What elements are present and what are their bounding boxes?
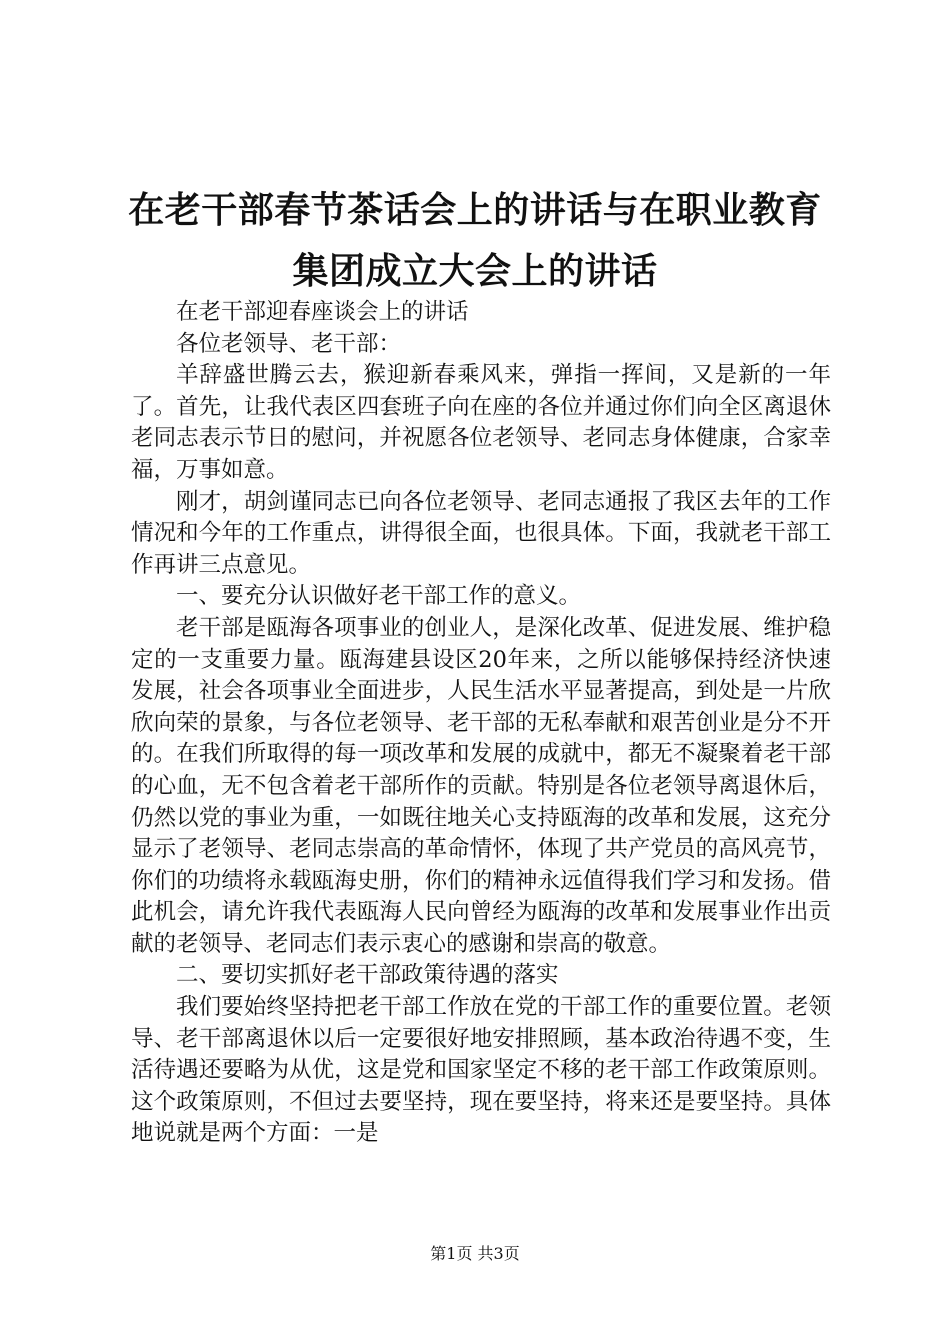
paragraph: 我们要始终坚持把老干部工作放在党的干部工作的重要位置。老领导、老干部离退休以后一定要很好地安排照顾，基本政治待遇不变，生活待遇还要略为从优，这是党和国家坚定不移的老干部工作政策原则。这个政策原则，不但过去要坚持，现在要坚持，将来还是要坚持。具体地说就是两个方面：一是 xyxy=(131,994,831,1147)
paragraph: 刚才，胡剑谨同志已向各位老领导、老同志通报了我区去年的工作情况和今年的工作重点，讲得很全面，也很具体。下面，我就老干部工作再讲三点意见。 xyxy=(131,488,831,578)
section-heading-2: 二、要切实抓好老干部政策待遇的落实 xyxy=(176,962,559,989)
paragraph-subtitle: 在老干部迎春座谈会上的讲话 xyxy=(176,299,469,325)
section-heading-1: 一、要充分认识做好老干部工作的意义。 xyxy=(176,583,582,610)
paragraph-salutation: 各位老领导、老干部： xyxy=(176,330,402,357)
document-title: 在老干部春节茶话会上的讲话与在职业教育集团成立大会上的讲话 xyxy=(128,190,822,292)
document-body xyxy=(131,297,831,1150)
paragraph: 羊辞盛世腾云去，猴迎新春乘风来，弹指一挥间，又是新的一年了。首先，让我代表区四套班子向在座的各位并通过你们向全区离退休老同志表示节日的慰问，并祝愿各位老领导、老同志身体健康，合家幸福，万事如意。 xyxy=(131,362,831,483)
page-footer: 第1页 共3页 xyxy=(430,1244,520,1263)
paragraph: 老干部是瓯海各项事业的创业人，是深化改革、促进发展、维护稳定的一支重要力量。瓯海建县设区20年来，之所以能够保持经济快速发展，社会各项事业全面进步，人民生活水平显著提高，到处是一片欣欣向荣的景象，与各位老领导、老干部的无私奉献和艰苦创业是分不开的。在我们所取得的每一项改革和发展的成就中，都无不凝聚着老干部的心血，无不包含着老干部所作的贡献。特别是各位老领导离退休后，仍然以党的事业为重，一如既往地关心支持瓯海的改革和发展，这充分显示了老领导、老同志崇高的革命情怀，体现了共产党员的高风亮节，你们的功绩将永载瓯海史册，你们的精神永远值得我们学习和发扬。借此机会，请允许我代表瓯海人民向曾经为瓯海的改革和发展事业作出贡献的老领导、老同志们表示衷心的感谢和崇高的敬意。 xyxy=(131,614,831,957)
